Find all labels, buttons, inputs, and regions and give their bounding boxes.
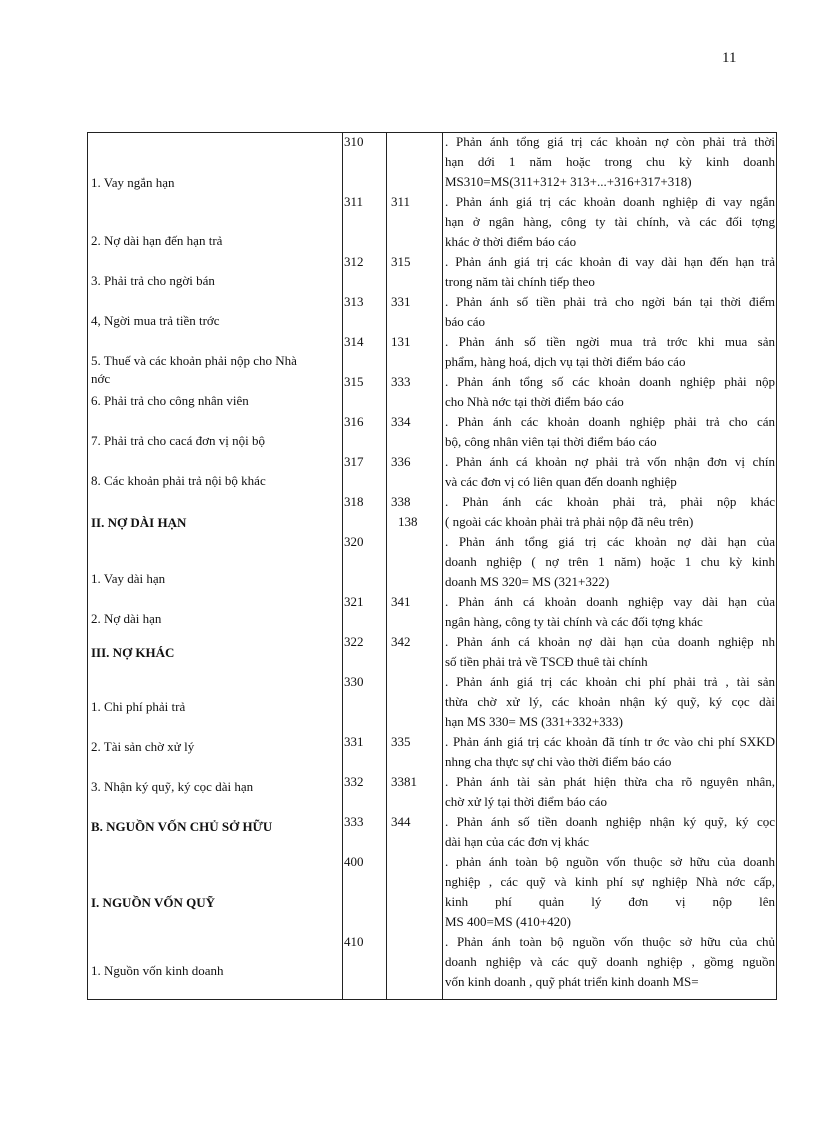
description-line: trong năm tài chính tiếp theo	[445, 274, 595, 289]
description-line: . phản ánh toàn bộ nguồn vốn thuộc sở hữu của doanh	[445, 854, 775, 869]
row-description	[445, 192, 775, 252]
description-line: chờ xử lý tại thời điểm báo cáo	[445, 794, 607, 809]
row-label: II. NỢ DÀI HẠN	[91, 515, 187, 530]
row-label: 1. Vay dài hạn	[91, 571, 166, 586]
row-label: 6. Phải trả cho công nhân viên	[91, 393, 249, 408]
row-label: 1. Nguồn vốn kinh doanh	[91, 963, 224, 978]
row-description	[445, 132, 775, 192]
description-line: . Phản ánh tài sản phát hiện thừa cha rõ nguyên nhân,	[445, 774, 775, 789]
row-description	[445, 332, 775, 372]
row-label: B. NGUỒN VỐN CHỦ SỞ HỮU	[91, 819, 273, 834]
description-line: phẩm, hàng hoá, dịch vụ tại thời điểm báo cáo	[445, 354, 686, 369]
row-label: 4, Ngời mua trả tiền trớc	[91, 313, 220, 328]
row-code: 313	[344, 294, 364, 309]
row-label: I. NGUỒN VỐN QUỸ	[91, 895, 215, 910]
description-line: MS310=MS(311+312+ 313+...+316+317+318)	[445, 174, 692, 189]
row-account: 333	[391, 374, 411, 389]
row-label: III. NỢ KHÁC	[91, 645, 175, 660]
description-line: ngân hàng, công ty tài chính và các đối tợng khác	[445, 614, 703, 629]
description-line: . Phản ánh các khoản phải trả, phải nộp khác	[445, 494, 775, 509]
description-line: hạn dới 1 năm hoặc trong chu kỳ kinh doanh	[445, 154, 775, 169]
description-line: . Phản ánh số tiền doanh nghiệp nhận ký quỹ, ký cọc	[445, 814, 775, 829]
row-code: 322	[344, 634, 364, 649]
row-description	[445, 852, 775, 932]
row-label: 1. Vay ngắn hạn	[91, 175, 175, 190]
column-divider	[442, 133, 443, 999]
row-label: 1. Chi phí phải trả	[91, 699, 186, 714]
column-divider	[386, 133, 387, 999]
row-code: 312	[344, 254, 364, 269]
description-line: . Phản ánh tổng số các khoản doanh nghiệp phải nộp	[445, 374, 775, 389]
description-line: bộ, công nhân viên tại thời điểm báo cáo	[445, 434, 657, 449]
description-line: thừa chờ xử lý, các khoản nhận ký quỹ, ký cọc dài	[445, 694, 775, 709]
description-line: . Phản ánh số tiền phải trả cho ngời bán tại thời điểm	[445, 294, 775, 309]
row-description	[445, 632, 775, 672]
row-description	[445, 672, 775, 732]
description-line: . Phản ánh giá trị các khoản chi phí phải trả , tài sản	[445, 674, 775, 689]
description-line: và các đơn vị có liên quan đến doanh nghiệp	[445, 474, 677, 489]
row-code: 332	[344, 774, 364, 789]
description-line: hạn ở ngân hàng, công ty tài chính, và các đối tợng	[445, 214, 775, 229]
description-line: doanh MS 320= MS (321+322)	[445, 574, 610, 589]
row-description	[445, 532, 775, 592]
row-account: 311	[391, 194, 411, 209]
description-line: hạn MS 330= MS (331+332+333)	[445, 714, 624, 729]
row-label: 2. Tài sản chờ xử lý	[91, 739, 195, 754]
row-description	[445, 772, 775, 812]
description-line: số tiền phải trả về TSCĐ thuê tài chính	[445, 654, 648, 669]
row-account: 315	[391, 254, 411, 269]
description-line: cho Nhà nớc tại thời điểm báo cáo	[445, 394, 624, 409]
row-description	[445, 932, 775, 992]
row-code: 330	[344, 674, 364, 689]
description-line: nhng cha thực sự chi vào thời điểm báo cáo	[445, 754, 672, 769]
page-number: 11	[722, 50, 737, 66]
description-line: dài hạn của các đơn vị khác	[445, 834, 590, 849]
description-line: . Phản ánh cá khoản nợ dài hạn của doanh nghiệp nh	[445, 634, 775, 649]
row-description	[445, 412, 775, 452]
description-line: . Phản ánh giá trị các khoản doanh nghiệp đi vay ngắn	[445, 194, 775, 209]
description-line: . Phản ánh cá khoản doanh nghiệp vay dài hạn của	[445, 594, 775, 609]
row-label: 3. Phải trả cho ngời bán	[91, 273, 215, 288]
row-description	[445, 292, 775, 332]
description-line: vốn kinh doanh , quỹ phát triển kinh doanh MS=	[445, 974, 699, 989]
balance-sheet-table	[87, 132, 777, 1000]
description-line: doanh nghiệp ( nợ trên 1 năm) hoặc 1 chu kỳ kinh	[445, 554, 775, 569]
row-description	[445, 812, 775, 852]
row-account: 336	[391, 454, 411, 469]
row-code: 310	[344, 134, 364, 149]
row-description	[445, 592, 775, 632]
row-code: 311	[344, 194, 364, 209]
row-code: 318	[344, 494, 364, 509]
description-line: MS 400=MS (410+420)	[445, 914, 571, 929]
row-code: 316	[344, 414, 364, 429]
row-account: 341	[391, 594, 411, 609]
description-line: khác ở thời điểm báo cáo	[445, 234, 577, 249]
description-line: . Phản ánh toàn bộ nguồn vốn thuộc sở hữu của chủ	[445, 934, 775, 949]
description-line: . Phản ánh tổng giá trị các khoản nợ còn phải trả thời	[445, 134, 775, 149]
row-account: 342	[391, 634, 411, 649]
row-code: 321	[344, 594, 364, 609]
description-line: . Phản ánh số tiền ngời mua trả trớc khi mua sản	[445, 334, 775, 349]
row-description	[445, 372, 775, 412]
description-line: doanh nghiệp và các quỹ doanh nghiệp , gồmg nguồn	[445, 954, 775, 969]
column-divider	[342, 133, 343, 999]
row-code: 400	[344, 854, 364, 869]
description-line: . Phản ánh giá trị các khoản đã tính tr ớc vào chi phí SXKD	[445, 734, 775, 749]
row-label: 2. Nợ dài hạn	[91, 611, 162, 626]
row-code: 314	[344, 334, 364, 349]
row-description	[445, 452, 775, 492]
row-label: 3. Nhận ký quỹ, ký cọc dài hạn	[91, 779, 254, 794]
row-account: 344	[391, 814, 411, 829]
row-label: 5. Thuế và các khoản phải nộp cho Nhà	[91, 353, 297, 368]
row-code: 317	[344, 454, 364, 469]
row-code: 331	[344, 734, 364, 749]
row-account: 3381	[391, 774, 417, 789]
description-line: ( ngoài các khoản phải trả phải nộp đã nêu trên)	[445, 514, 694, 529]
row-description	[445, 252, 775, 292]
description-line: báo cáo	[445, 314, 486, 329]
row-description	[445, 492, 775, 532]
row-account: 338	[391, 494, 411, 509]
row-code: 320	[344, 534, 364, 549]
row-code: 315	[344, 374, 364, 389]
row-account: 334	[391, 414, 411, 429]
description-line: . Phản ánh tổng giá trị các khoản nợ dài hạn của	[445, 534, 775, 549]
row-account: 131	[391, 334, 411, 349]
description-line: . Phản ánh giá trị các khoản đi vay dài hạn đến hạn trả	[445, 254, 775, 269]
row-account: 331	[391, 294, 411, 309]
description-line: nghiệp , các quỹ và kinh phí sự nghiệp Nhà nớc cấp,	[445, 874, 775, 889]
row-description	[445, 732, 775, 772]
description-line: . Phản ánh các khoản doanh nghiệp phải trả cho cán	[445, 414, 775, 429]
row-label: 2. Nợ dài hạn đến hạn trả	[91, 233, 223, 248]
row-code: 410	[344, 934, 364, 949]
row-account-secondary: 138	[398, 514, 418, 529]
description-line: . Phản ánh cá khoản nợ phải trả vốn nhận đơn vị chín	[445, 454, 775, 469]
row-account: 335	[391, 734, 411, 749]
row-label: 8. Các khoản phải trả nội bộ khác	[91, 473, 266, 488]
row-label: 7. Phải trả cho cacá đơn vị nội bộ	[91, 433, 266, 448]
row-label-continued: nớc	[91, 371, 111, 386]
description-line: kinh phí quản lý đơn vị nộp lên	[445, 894, 775, 909]
row-code: 333	[344, 814, 364, 829]
